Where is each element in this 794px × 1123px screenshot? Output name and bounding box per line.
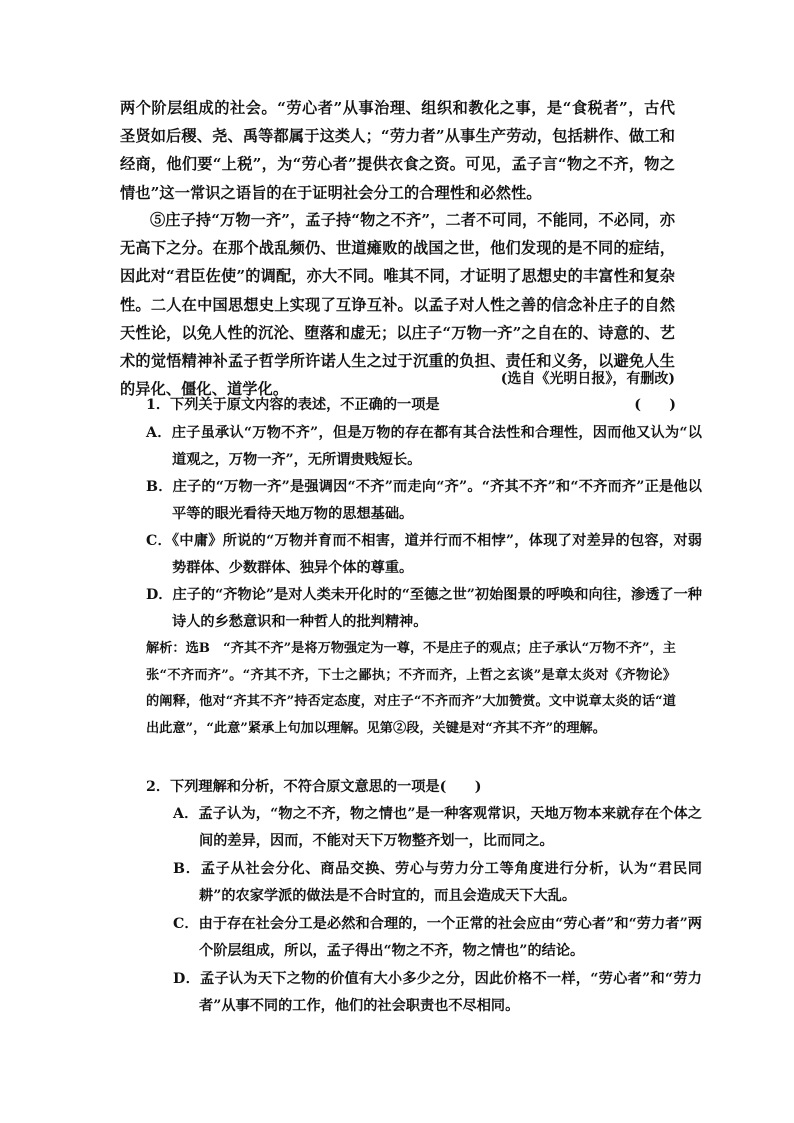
passage-source: (选自《光明日报》，有删改) [500, 371, 675, 387]
answer-blank: ( ) [634, 397, 676, 413]
question-1-option-d: D．庄子的“齐物论”是对人类未开化时的“至德之世”初始图景的呼唤和向往，渗透了一种诗人的乡愁意识和一种哲人的批判精神。 [146, 587, 702, 630]
question-1-option-b: B．庄子的“万物一齐”是强调因“不齐”而走向“齐”。“齐其不齐”和“不齐而齐”正是他以平等的眼光看待天地万物的思想基础。 [146, 479, 702, 522]
question-2-option-b: B．孟子从社会分化、商品交换、劳心与劳力分工等角度进行分析，认为“君民同耕”的农家学派的做法是不合时宜的，而且会造成天下大乱。 [173, 861, 702, 904]
question-2-option-a: A．孟子认为，“物之不齐，物之情也”是一种客观常识，天地万物本来就存在个体之间的差异，因而，不能对天下万物整齐划一，比而同之。 [173, 806, 702, 849]
question-1-option-c: C．《中庸》所说的“万物并育而不相害，道并行而不相悖”，体现了对差异的包容，对弱势群体、少数群体、独异个体的尊重。 [146, 533, 702, 576]
question-1-stem [146, 392, 676, 419]
question-2-option-d: D．孟子认为天下之物的价值有大小多少之分，因此价格不一样，“劳心者”和“劳力者”从事不同的工作，他们的社会职责也不尽相同。 [173, 971, 702, 1014]
passage-paragraph-4-end: 两个阶层组成的社会。“劳心者”从事治理、组织和教化之事，是“食税者”，古代圣贤如后稷、尧、禹等都属于这类人；“劳力者”从事生产劳动，包括耕作、做工和经商，他们要“上税”，为“劳心者”提供衣食之资。可见，孟子言“物之不齐，物之情也”这一常识之语旨的在于证明社会分工的合理性和必然性。 [120, 99, 675, 202]
passage-paragraph-5: ⑤庄子持“万物一齐”，孟子持“物之不齐”，二者不可同，不能同，不必同，亦无高下之分。在那个战乱频仍、世道瘫败的战国之世，他们发现的是不同的症结，因此对“君臣佐使”的调配，亦大不同。唯其不同，才证明了思想史的丰富性和复杂性。二人在中国思想史上实现了互诤互补。以孟子对人性之善的信念补庄子的自然天性论，以免人性的沉沦、堕落和虚无；以庄子“万物一齐”之自在的、诗意的、艺术的觉悟精神补孟子哲学所许诺人生之过于沉重的负担、责任和义务，以避免人生的异化、僵化、道学化。 [120, 211, 675, 399]
question-2-option-c: C．由于存在社会分工是必然和合理的，一个正常的社会应由“劳心者”和“劳力者”两个阶层组成，所以，孟子得出“物之不齐，物之情也”的结论。 [173, 916, 702, 959]
question-1-option-a: A．庄子虽承认“万物不齐”，但是万物的存在都有其合法性和合理性，因而他又认为“以道观之，万物一齐”，无所谓贵贱短长。 [146, 425, 702, 468]
question-1-analysis: 解析：选B “齐其不齐”是将万物强定为一尊，不是庄子的观点；庄子承认“万物不齐”，主张“不齐而齐”。“齐其不齐，下士之鄙执；不齐而齐，上哲之玄谈”是章太炎对《齐物论》的阐释，他对“齐其不齐”持否定态度，对庄子“不齐而齐”大加赞赏。文中说章太炎的话“道出此意”，“此意”紧承上句加以理解。见第②段，关键是对“齐其不齐”的理解。 [146, 641, 676, 737]
question-1-text: 1．下列关于原文内容的表述，不正确的一项是 [146, 397, 440, 413]
question-2-stem: 2．下列理解和分析，不符合原文意思的一项是( ) [146, 779, 482, 795]
